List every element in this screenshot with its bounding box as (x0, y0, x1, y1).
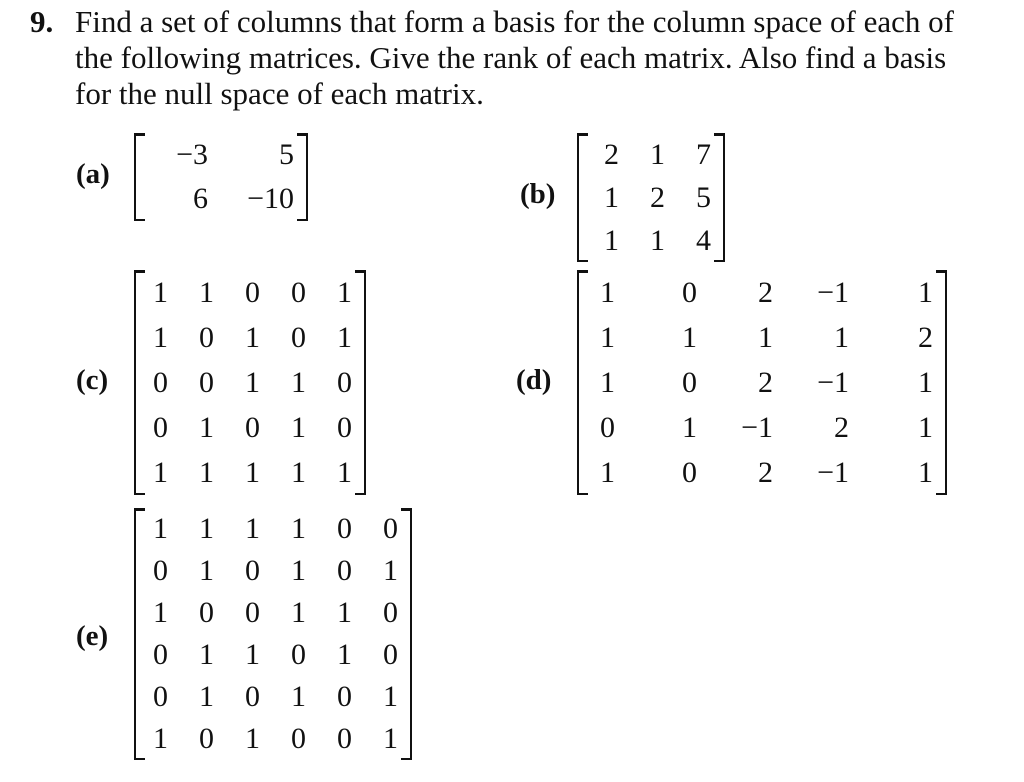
matrix-entry: 1 (918, 455, 933, 489)
matrix-entry: 5 (279, 138, 294, 171)
matrix-entry: 1 (291, 596, 306, 629)
matrix-entry: 1 (918, 410, 933, 444)
matrix-entry: 5 (696, 180, 711, 214)
matrix-entry: 1 (834, 320, 849, 354)
problem-statement (30, 4, 980, 112)
bracket-serif (136, 219, 145, 222)
matrix-entry: 0 (199, 320, 214, 354)
matrix-entry: 1 (199, 638, 214, 671)
matrix-entry: −1 (817, 455, 849, 489)
matrix-entry: 0 (245, 410, 260, 444)
matrix-entry: 0 (337, 365, 352, 399)
matrix-entry: 1 (600, 455, 615, 489)
matrix-entry: 1 (199, 680, 214, 713)
matrix-entry: 1 (153, 320, 168, 354)
matrix-entry: 1 (199, 455, 214, 489)
matrix-entry: −1 (741, 410, 773, 444)
matrix-entry: 1 (291, 365, 306, 399)
matrix-entry: 1 (604, 223, 619, 257)
matrix-entry: 1 (650, 137, 665, 171)
matrix-entry: −3 (176, 138, 208, 171)
bracket-serif (401, 508, 410, 511)
matrix-entry: 6 (193, 182, 208, 215)
matrix-entry: 1 (291, 554, 306, 587)
matrix-entry: 0 (199, 365, 214, 399)
matrix-entry: −1 (817, 275, 849, 309)
matrix-entry: 1 (245, 365, 260, 399)
matrix-entry: 1 (758, 320, 773, 354)
matrix-c (134, 270, 366, 495)
matrix-entry: 1 (291, 455, 306, 489)
matrix-entry: 0 (153, 365, 168, 399)
matrix-d (577, 270, 947, 495)
matrix-entry: 1 (245, 320, 260, 354)
matrix-entry: 0 (291, 722, 306, 755)
matrix-entry: 1 (199, 275, 214, 309)
bracket-serif (136, 758, 145, 761)
matrix-entry: 1 (337, 320, 352, 354)
matrix-entry: 0 (291, 320, 306, 354)
bracket-serif (297, 133, 306, 136)
matrix-entry: 1 (337, 638, 352, 671)
matrix-entry: 0 (199, 596, 214, 629)
matrix-entry: 0 (153, 554, 168, 587)
bracket-serif (579, 270, 588, 273)
matrix-entry: 1 (199, 410, 214, 444)
bracket-serif (714, 260, 723, 263)
matrix-entry: 2 (650, 180, 665, 214)
matrix-grid (148, 508, 398, 760)
matrix-entry: 1 (600, 320, 615, 354)
bracket-serif (579, 133, 588, 136)
matrix-entry: 2 (604, 137, 619, 171)
matrix-entry: 1 (153, 512, 168, 545)
matrix-entry: 1 (291, 410, 306, 444)
matrix-entry: 1 (199, 554, 214, 587)
matrix-entry: 0 (383, 596, 398, 629)
matrix-entry: 1 (337, 275, 352, 309)
matrix-entry: 1 (600, 275, 615, 309)
matrix-entry: 1 (383, 722, 398, 755)
matrix-entry: 1 (153, 722, 168, 755)
matrix-entry: 4 (696, 223, 711, 257)
bracket-serif (401, 758, 410, 761)
matrix-entry: 1 (650, 223, 665, 257)
matrix-entry: 0 (383, 512, 398, 545)
matrix-grid (591, 270, 933, 495)
matrix-entry: 0 (383, 638, 398, 671)
bracket-serif (714, 133, 723, 136)
matrix-entry: 2 (758, 275, 773, 309)
matrix-entry: 1 (291, 512, 306, 545)
bracket-serif (136, 270, 145, 273)
matrix-entry: 0 (245, 554, 260, 587)
matrix-entry: 2 (918, 320, 933, 354)
part-a-label: (a) (76, 158, 110, 190)
part-e-label: (e) (76, 620, 109, 652)
matrix-entry: 0 (291, 638, 306, 671)
matrix-entry: −10 (247, 182, 294, 215)
bracket-serif (355, 493, 364, 496)
matrix-entry: 0 (245, 680, 260, 713)
matrix-entry: 1 (337, 596, 352, 629)
matrix-entry: 1 (245, 512, 260, 545)
matrix-entry: 1 (682, 410, 697, 444)
bracket-serif (297, 219, 306, 222)
matrix-entry: 1 (245, 722, 260, 755)
matrix-entry: 1 (153, 455, 168, 489)
matrix-grid (148, 270, 352, 495)
matrix-entry: 1 (245, 455, 260, 489)
matrix-entry: 1 (918, 275, 933, 309)
matrix-entry: 0 (682, 365, 697, 399)
matrix-entry: 0 (337, 554, 352, 587)
matrix-entry: −1 (817, 365, 849, 399)
bracket-serif (936, 493, 945, 496)
matrix-entry: 0 (153, 638, 168, 671)
bracket-serif (136, 493, 145, 496)
matrix-entry: 2 (834, 410, 849, 444)
problem-text: Find a set of columns that form a basis for the column space of each of the following matrices. Give the rank of each matrix. Also find a basis for the null space of each matrix. (75, 4, 954, 111)
matrix-entry: 1 (245, 638, 260, 671)
matrix-entry: 0 (153, 410, 168, 444)
matrix-entry: 1 (918, 365, 933, 399)
matrix-entry: 1 (383, 680, 398, 713)
matrix-entry: 0 (600, 410, 615, 444)
matrix-b (577, 133, 725, 262)
matrix-entry: 0 (337, 512, 352, 545)
part-b-label: (b) (520, 178, 556, 210)
matrix-entry: 0 (291, 275, 306, 309)
matrix-a (134, 133, 308, 221)
matrix-entry: 0 (337, 722, 352, 755)
matrix-entry: 1 (291, 680, 306, 713)
matrix-entry: 0 (245, 275, 260, 309)
matrix-entry: 7 (696, 137, 711, 171)
matrix-entry: 1 (604, 180, 619, 214)
matrix-entry: 1 (153, 275, 168, 309)
matrix-grid (591, 133, 711, 262)
matrix-entry: 0 (337, 680, 352, 713)
matrix-entry: 0 (682, 275, 697, 309)
matrix-entry: 1 (153, 596, 168, 629)
part-d-label: (d) (516, 364, 552, 396)
matrix-entry: 2 (758, 365, 773, 399)
matrix-entry: 1 (337, 455, 352, 489)
bracket-serif (579, 260, 588, 263)
matrix-e (134, 508, 412, 760)
matrix-entry: 1 (600, 365, 615, 399)
bracket-serif (136, 133, 145, 136)
matrix-entry: 1 (199, 512, 214, 545)
bracket-serif (936, 270, 945, 273)
matrix-entry: 0 (337, 410, 352, 444)
matrix-entry: 0 (153, 680, 168, 713)
matrix-grid (148, 133, 294, 221)
bracket-serif (136, 508, 145, 511)
bracket-serif (355, 270, 364, 273)
part-c-label: (c) (76, 364, 109, 396)
matrix-entry: 1 (383, 554, 398, 587)
bracket-serif (579, 493, 588, 496)
matrix-entry: 1 (682, 320, 697, 354)
matrix-entry: 0 (682, 455, 697, 489)
matrix-entry: 0 (199, 722, 214, 755)
problem-number: 9. (30, 4, 54, 39)
matrix-entry: 0 (245, 596, 260, 629)
matrix-entry: 2 (758, 455, 773, 489)
